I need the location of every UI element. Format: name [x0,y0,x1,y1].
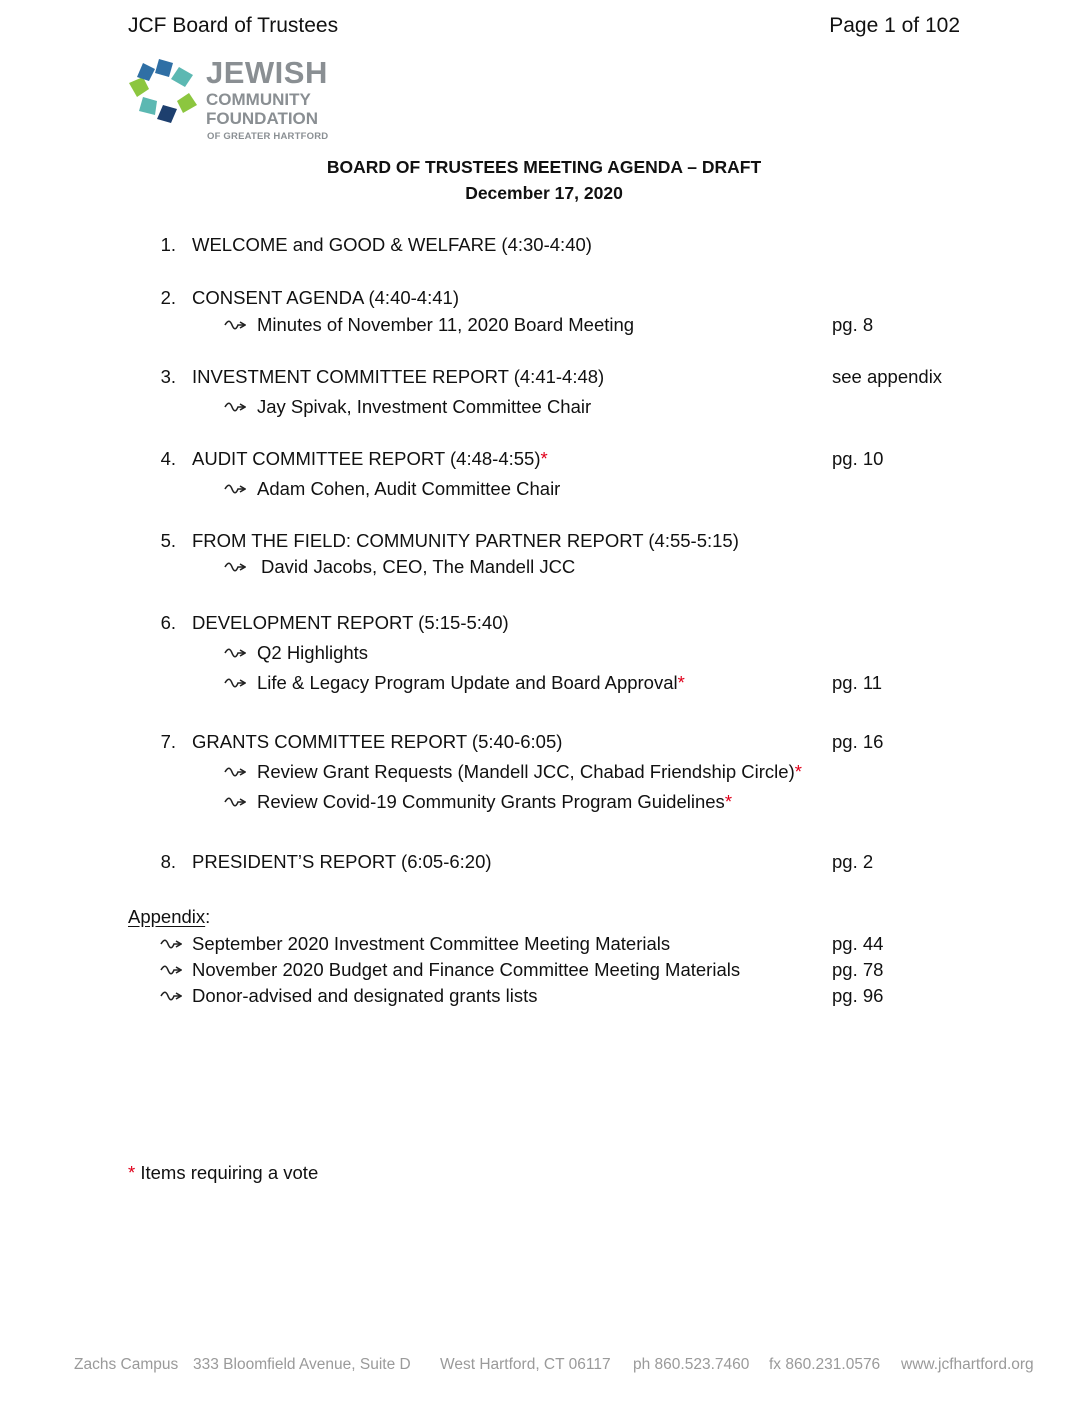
appendix-item: November 2020 Budget and Finance Committee Meeting Materials [192,959,741,980]
page-reference: pg. 8 [832,314,874,335]
logo-community: COMMUNITY [206,90,311,109]
bullet-icon [160,938,182,952]
agenda-item-consent: CONSENT AGENDA (4:40-4:41) [192,287,459,308]
footer-campus: Zachs Campus [74,1356,179,1373]
vote-legend-text: Items requiring a vote [140,1162,319,1183]
sub-item [257,761,802,783]
footer-website-link[interactable]: www.jcfhartford.org [901,1356,1034,1373]
vote-marker: * [794,761,802,782]
agenda-number: 5. [160,530,176,551]
sub-item-text: Review Covid-19 Community Grants Program Guidelines [257,791,725,812]
page-reference: pg. 96 [832,985,884,1006]
page-reference: pg. 78 [832,959,884,980]
agenda-number: 4. [160,448,176,469]
logo-subtitle: OF GREATER HARTFORD [207,131,329,142]
agenda-item-development: DEVELOPMENT REPORT (5:15-5:40) [192,612,509,633]
sub-item: Adam Cohen, Audit Committee Chair [257,478,561,499]
vote-legend [128,1162,318,1184]
appendix-label: Appendix [128,906,206,927]
page-reference: pg. 10 [832,448,884,469]
vote-marker: * [540,448,548,469]
bullet-icon [224,766,246,780]
agenda-item-investment: INVESTMENT COMMITTEE REPORT (4:41-4:48) [192,366,605,387]
sub-item [257,672,685,694]
footer-address: 333 Bloomfield Avenue, Suite D [193,1356,411,1373]
bullet-icon [160,990,182,1004]
vote-marker: * [128,1162,136,1183]
appendix-heading [128,906,210,928]
agenda-item-community-partner: FROM THE FIELD: COMMUNITY PARTNER REPORT (4:55-5:15) [192,530,739,551]
page-reference: pg. 11 [832,672,883,693]
bullet-icon [160,964,182,978]
vote-marker: * [724,791,733,812]
agenda-number: 8. [160,851,176,872]
appendix-item: September 2020 Investment Committee Meeting Materials [192,933,671,954]
page-reference: pg. 44 [832,933,884,954]
sub-item: Q2 Highlights [257,642,369,663]
agenda-item-audit [192,448,548,470]
vote-marker: * [677,672,685,693]
footer-city: West Hartford, CT 06117 [440,1356,611,1373]
bullet-icon [224,319,246,333]
agenda-item-welcome: WELCOME and GOOD & WELFARE (4:30-4:40) [192,234,592,255]
agenda-number: 3. [160,366,176,387]
bullet-icon [224,401,246,415]
sub-item-text: Review Grant Requests (Mandell JCC, Chabad Friendship Circle) [257,761,795,782]
bullet-icon [224,796,246,810]
jcf-logo-icon [127,58,203,124]
bullet-icon [224,677,246,691]
page-reference: see appendix [832,366,943,387]
page-reference: pg. 16 [832,731,884,752]
sub-item: Jay Spivak, Investment Committee Chair [257,396,592,417]
agenda-item-president: PRESIDENT’S REPORT (6:05-6:20) [192,851,492,872]
agenda-number: 2. [160,287,176,308]
logo-jewish: JEWISH [206,55,328,90]
logo-foundation: FOUNDATION [206,109,319,128]
agenda-number: 6. [160,612,176,633]
footer-fax: fx 860.231.0576 [769,1356,881,1373]
page-reference: pg. 2 [832,851,874,872]
bullet-icon [224,483,246,497]
agenda-item-text: AUDIT COMMITTEE REPORT (4:48-4:55) [192,448,541,469]
appendix-colon: : [205,906,211,927]
bullet-icon [224,647,246,661]
bullet-icon [224,561,246,575]
sub-item [257,791,732,813]
agenda-number: 1. [160,234,176,255]
footer-phone: ph 860.523.7460 [633,1356,750,1373]
agenda-number: 7. [160,731,176,752]
sub-item: David Jacobs, CEO, The Mandell JCC [261,556,576,577]
meeting-date: December 17, 2020 [465,183,623,203]
sub-item-text: Life & Legacy Program Update and Board Approval [257,672,678,693]
document-title: BOARD OF TRUSTEES MEETING AGENDA – DRAFT [326,157,762,177]
appendix-item: Donor-advised and designated grants lists [192,985,538,1006]
header-left: JCF Board of Trustees [128,14,339,37]
page-number: Page 1 of 102 [829,14,960,37]
agenda-item-grants: GRANTS COMMITTEE REPORT (5:40-6:05) [192,731,563,752]
sub-item: Minutes of November 11, 2020 Board Meeting [257,314,635,335]
